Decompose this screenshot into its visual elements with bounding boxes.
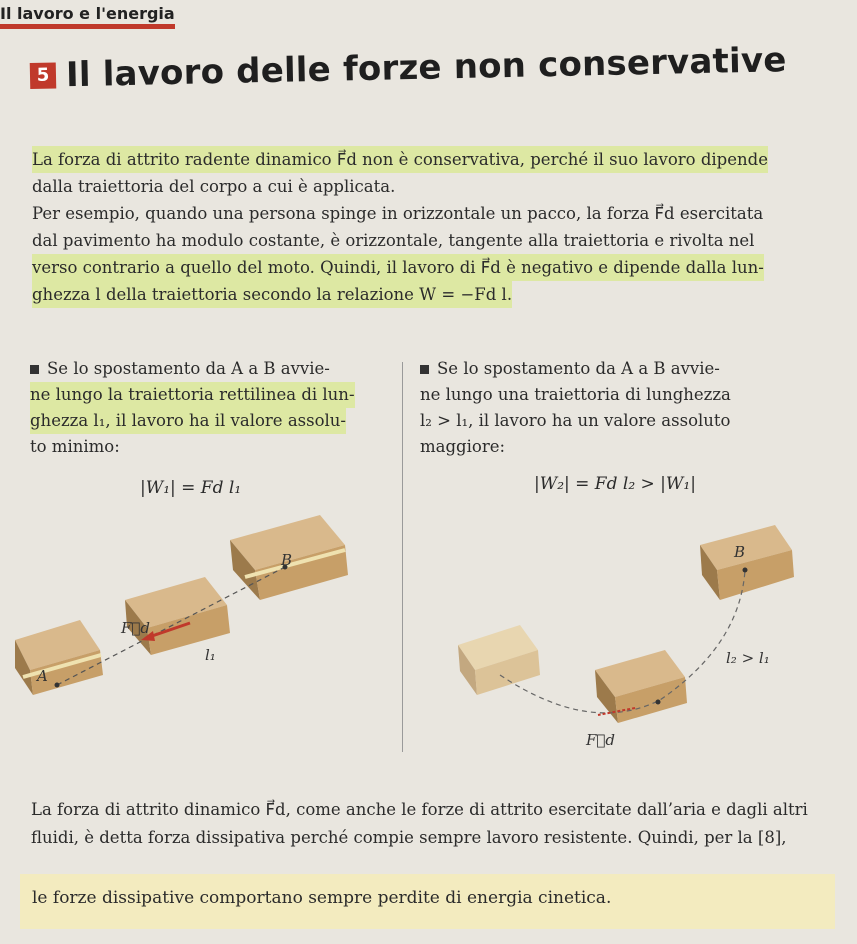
- box-middle: [125, 577, 230, 655]
- paragraph-2-line-2: dal pavimento ha modulo costante, è orizzontale, tangente alla traiettoria e rivolta nel: [32, 231, 755, 250]
- section-number: 5: [30, 62, 57, 89]
- label-l2: l₂ > l₁: [726, 649, 770, 667]
- left-col-line-1-text: Se lo spostamento da A a B avvie-: [47, 359, 330, 378]
- figure-straight-path: [15, 505, 390, 745]
- left-col-line-3: ghezza l₁, il lavoro ha il valore assolu-: [30, 408, 346, 434]
- paragraph-1-line-2: dalla traiettoria del corpo a cui è applicata.: [32, 177, 396, 196]
- bullet-icon: [30, 365, 39, 374]
- left-col-line-1: [30, 356, 390, 382]
- box-start-right: [458, 625, 540, 695]
- left-col-line-4: to minimo:: [30, 437, 120, 456]
- label-force-right: F⃗d: [586, 731, 616, 749]
- page-header: [0, 0, 857, 30]
- bottom-line-2: fluidi, è detta forza dissipativa perché compie sempre lavoro resistente. Quindi, per la [8],: [31, 828, 787, 847]
- header-accent-bar: [0, 24, 175, 29]
- right-col-line-1-text: Se lo spostamento da A a B avvie-: [437, 359, 720, 378]
- label-l1: l₁: [205, 646, 216, 664]
- bottom-line-1: La forza di attrito dinamico F⃗d, come anche le forze di attrito esercitate dall’aria e dagli altri: [31, 800, 808, 819]
- paragraph-1-line-1: La forza di attrito radente dinamico F⃗d non è conservativa, perché il suo lavoro dipende: [32, 146, 768, 173]
- paragraph-2: [32, 200, 764, 308]
- formula-w2: |W₂| = Fd l₂ > |W₁|: [534, 474, 696, 494]
- summary-text: le forze dissipative comportano sempre perdite di energia cinetica.: [32, 888, 612, 908]
- right-col-line-4: maggiore:: [420, 437, 506, 456]
- chapter-title: Il lavoro e l'energia: [0, 4, 175, 23]
- left-column: [30, 356, 390, 460]
- paragraph-2-line-1: Per esempio, quando una persona spinge in orizzontale un pacco, la forza F⃗d esercitata: [32, 204, 764, 223]
- bottom-paragraph: [31, 796, 831, 852]
- right-col-line-1: [420, 356, 820, 382]
- paragraph-1: [32, 146, 768, 200]
- section-title: Il lavoro delle forze non conservative: [65, 40, 787, 96]
- section-heading: [30, 40, 787, 96]
- figure-curved-path: [440, 505, 800, 770]
- label-a: A: [37, 667, 48, 685]
- label-b-right: B: [734, 543, 746, 561]
- left-col-line-2: ne lungo la traiettoria rettilinea di lun-: [30, 382, 355, 408]
- formula-w1: |W₁| = Fd l₁: [140, 478, 242, 498]
- bullet-icon: [420, 365, 429, 374]
- straight-trajectory: [57, 567, 285, 685]
- summary-box: [20, 874, 835, 929]
- paragraph-2-line-3: verso contrario a quello del moto. Quindi, il lavoro di F⃗d è negativo e dipende dalla lun-: [32, 254, 764, 281]
- label-force: F⃗d: [121, 619, 151, 637]
- column-divider: [402, 362, 403, 752]
- label-b: B: [281, 551, 293, 569]
- right-col-line-2: ne lungo una traiettoria di lunghezza: [420, 385, 731, 404]
- right-column: [420, 356, 820, 460]
- box-b-right: [700, 525, 794, 600]
- right-col-line-3: l₂ > l₁, il lavoro ha un valore assoluto: [420, 411, 731, 430]
- paragraph-2-line-4: ghezza l della traiettoria secondo la relazione W = −Fd l.: [32, 281, 512, 308]
